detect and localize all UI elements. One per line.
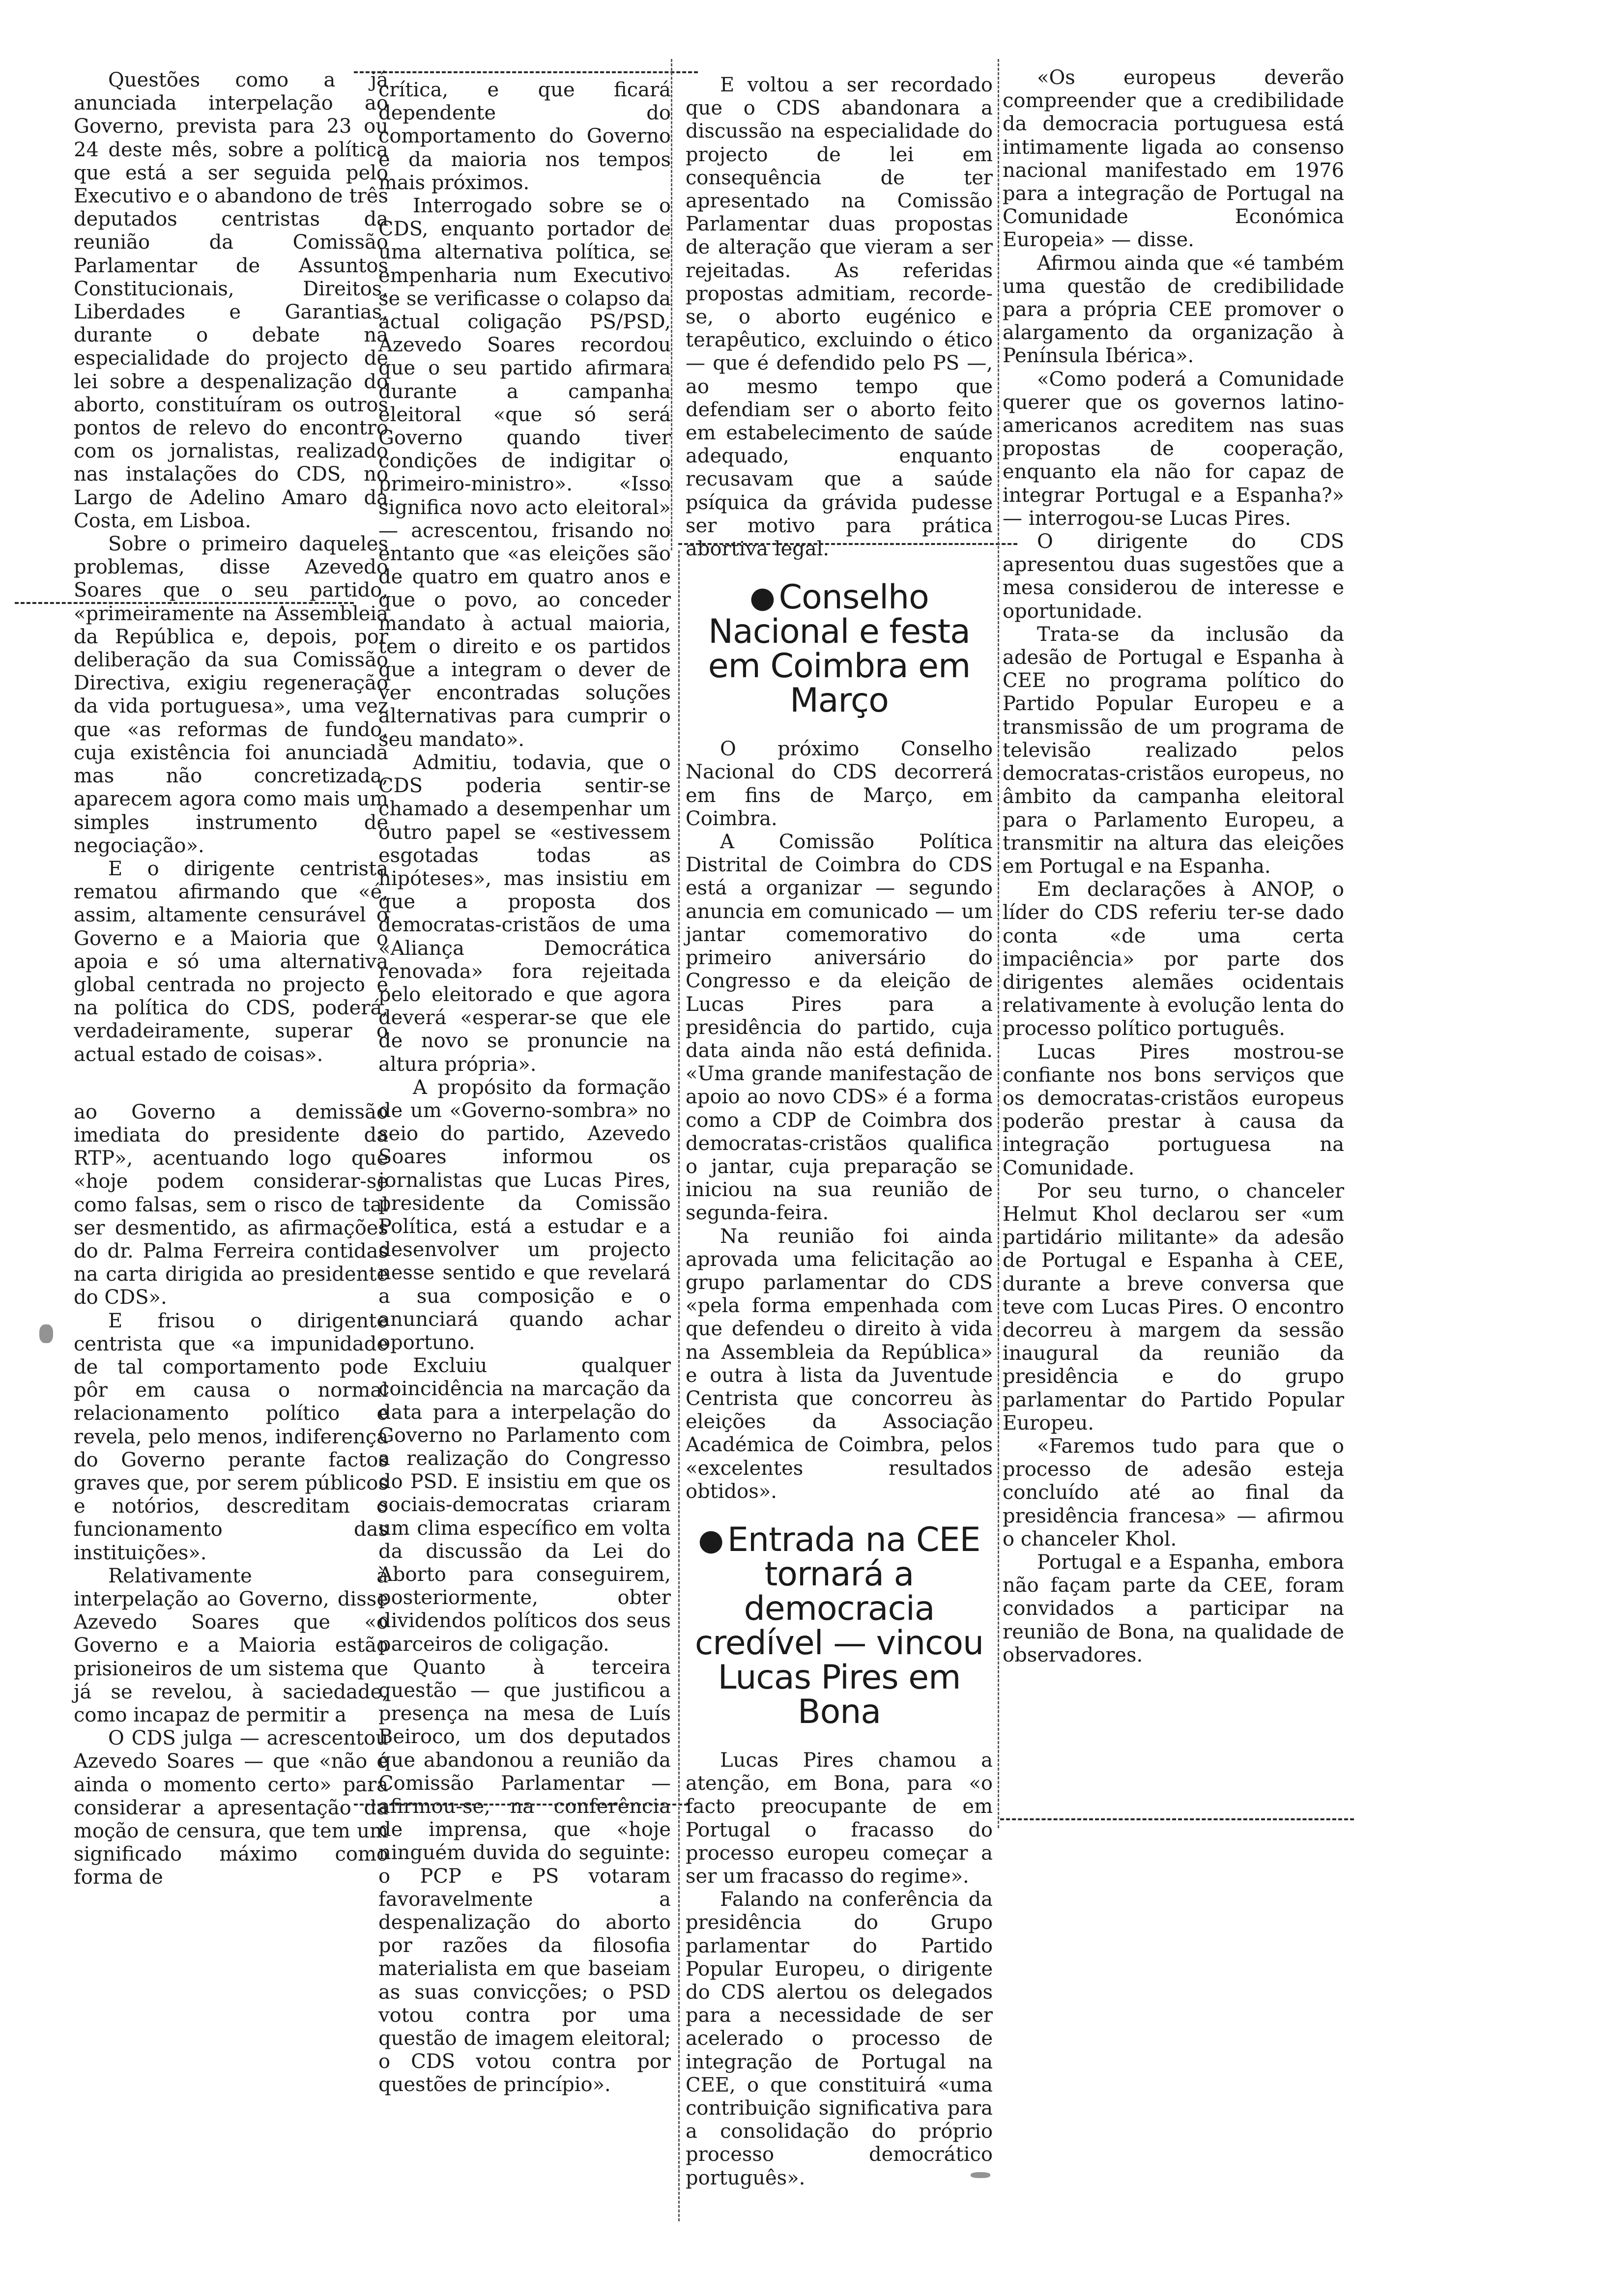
paragraph: «Os europeus deverão compreender que a credibilidade da democracia portuguesa está intimamente ligada ao consenso nacional manifestado em 1976 para a integração de Portugal na Comunidade Económica Europeia» — disse. (1003, 66, 1344, 252)
paragraph: O próximo Conselho Nacional do CDS decorrerá em fins de Março, em Coimbra. (686, 738, 993, 830)
column-4 (1003, 66, 1344, 1667)
paragraph: Relativamente à interpelação ao Governo, disse Azevedo Soares que «o Governo e a Maioria estão prisioneiros de um sistema que já se revelou, à saciedade, como incapaz de permitir a (74, 1564, 388, 1727)
paragraph: Questões como a já anunciada interpelação ao Governo, prevista para 23 ou 24 deste mês, sobre a política que está a ser seguida pelo Executivo e o abandono de três deputados centristas da reunião da Comissão Parlamentar de Assuntos Constitucionais, Direitos, Liberdades e Garantias, durante o debate na especialidade do projecto de lei sobre a despenalização do aborto, constituíram os outros pontos de relevo do encontro com os jornalistas, realizado nas instalações do CDS, no Largo de Adelino Amaro da Costa, em Lisboa. (74, 69, 388, 532)
paragraph: Sobre o primeiro daqueles problemas, disse Azevedo Soares que o seu partido, «primeiramente na Assembleia da República e, depois, por deliberação da sua Comissão Directiva, exigiu regeneração da vida portuguesa», uma vez que «as reformas de fundo, cuja existência foi anunciada mas não concretizada, aparecem agora como mais um simples instrumento de negociação». (74, 533, 388, 857)
paragraph: O CDS julga — acrescentou Azevedo Soares — que «não é ainda o momento certo» para considerar a apresentação da moção de censura, que tem um significado máximo como forma de (74, 1727, 388, 1889)
ink-smudge (39, 1324, 53, 1343)
column-1 (74, 69, 388, 1890)
headline-text: Entrada na CEE tornará a democracia credível — vincou Lucas Pires em Bona (694, 1520, 984, 1731)
headline-entrada-cee (686, 1520, 993, 1731)
paragraph: Lucas Pires mostrou-se confiante nos bons serviços que os democratas-cristãos europeus poderão prestar à causa da integração portuguesa na Comunidade. (1003, 1040, 1344, 1179)
paragraph: Interrogado sobre se o CDS, enquanto portador de uma alternativa política, se empenharia num Executivo se se verificasse o colapso da actual coligação PS/PSD, Azevedo Soares recordou que o seu partido afirmara durante a campanha eleitoral «que só será Governo quando tiver condições de indigitar o primeiro-ministro». «Isso significa novo acto eleitoral» — acrescentou, frisando no entanto que «as eleições são de quatro em quatro anos e que o povo, ao conceder mandato à actual maioria, tem o direito e os partidos que a integram o dever de ver encontradas soluções alternativas para cumprir o seu mandato». (378, 195, 671, 751)
clipping-edge (678, 550, 680, 2221)
paragraph: crítica, e que ficará dependente do comportamento do Governo e da maioria nos tempos mais próximos. (378, 79, 671, 194)
clipping-edge (1000, 1818, 1354, 1820)
clipping-edge (354, 71, 698, 73)
ink-smudge (971, 2172, 990, 2178)
paragraph: Quanto à terceira questão — que justificou a presença na mesa de Luís Beiroco, um dos deputados que abandonou a reunião da Comissão Parlamentar — afirmou-se, na conferência de imprensa, que «hoje ninguém duvida do seguinte: o PCP e PS votaram favoravelmente a despenalização do aborto por razões da filosofia materialista em que baseiam as suas convicções; o PSD votou contra por uma questão de imagem eleitoral; o CDS votou contra por questões de princípio». (378, 1656, 671, 2096)
bullet-icon: ● (698, 1522, 723, 1557)
clipping-edge (671, 59, 672, 550)
paragraph: «Como poderá a Comunidade querer que os governos latino-americanos acreditem nas suas propostas de cooperação, enquanto ela não for capaz de integrar Portugal e a Espanha?» — interrogou-se Lucas Pires. (1003, 368, 1344, 530)
paragraph: ao Governo a demissão imediata do presidente da RTP», acentuando logo que «hoje podem considerar-se como falsas, sem o risco de tal ser desmentido, as afirmações do dr. Palma Ferreira contidas na carta dirigida ao presidente do CDS». (74, 1100, 388, 1309)
paragraph: E o dirigente centrista rematou afirmando que «é, assim, altamente censurável o Governo e a Maioria que o apoia e só uma alternativa global centrada no projecto e na política do CDS, poderá, verdadeiramente, superar o actual estado de coisas». (74, 857, 388, 1066)
paragraph: Trata-se da inclusão da adesão de Portugal e Espanha à CEE no programa político do Partido Popular Europeu e a transmissão de um programa de televisão realizado pelos democratas-cristãos europeus, no âmbito da campanha eleitoral para o Parlamento Europeu, a transmitir na altura das eleições em Portugal e na Espanha. (1003, 623, 1344, 878)
headline-text: Conselho Nacional e festa em Coimbra em Março (708, 578, 971, 720)
paragraph: Por seu turno, o chanceler Helmut Khol declarou ser «um partidário militante» da adesão de Portugal e Espanha à CEE, durante a breve conversa que teve com Lucas Pires. O encontro decorreu à margem da sessão inaugural da reunião da presidência e do grupo parlamentar do Partido Popular Europeu. (1003, 1179, 1344, 1435)
column-2 (378, 79, 671, 2097)
paragraph: Falando na conferência da presidência do Grupo parlamentar do Partido Popular Europeu, o dirigente do CDS alertou os delegados para a necessidade de ser acelerado o processo de integração de Portugal na CEE, o que constituirá «uma contribuição significativa para a consolidação do próprio processo democrático português». (686, 1888, 993, 2189)
paragraph: Na reunião foi ainda aprovada uma felicitação ao grupo parlamentar do CDS «pela forma empenhada com que defendeu o direito à vida na Assembleia da República» e outra à lista da Juventude Centrista que concorreu às eleições da Associação Académica de Coimbra, pelos «excelentes resultados obtidos». (686, 1225, 993, 1503)
paragraph: Lucas Pires chamou a atenção, em Bona, para «o facto preocupante de em Portugal o fracasso do processo europeu começar a ser um fracasso do regime». (686, 1749, 993, 1888)
paragraph: A propósito da formação de um «Governo-sombra» no seio do partido, Azevedo Soares informou os jornalistas que Lucas Pires, presidente da Comissão Política, está a estudar e a desenvolver um projecto nesse sentido e que revelará a sua composição e o anunciará quando achar oportuno. (378, 1076, 671, 1354)
headline-conselho-nacional (686, 580, 993, 718)
clipping-edge (15, 602, 354, 604)
paragraph: Admitiu, todavia, que o CDS poderia sentir-se chamado a desempenhar um outro papel se «estivessem esgotadas todas as hipóteses», mas insistiu em que a proposta dos democratas-cristãos de uma «Aliança Democrática renovada» fora rejeitada pelo eleitorado e que agora deverá «esperar-se que ele de novo se pronuncie na altura própria». (378, 751, 671, 1076)
paragraph: O dirigente do CDS apresentou duas sugestões que a mesa considerou de interesse e oportunidade. (1003, 530, 1344, 623)
paragraph: «Faremos tudo para que o processo de adesão esteja concluído até ao final da presidência francesa» — afirmou o chanceler Khol. (1003, 1435, 1344, 1550)
paragraph: A Comissão Política Distrital de Coimbra do CDS está a organizar — segundo anuncia em comunicado — um jantar comemorativo do primeiro aniversário do Congresso e da eleição de Lucas Pires para a presidência do partido, cuja data ainda não está definida. «Uma grande manifestação de apoio ao novo CDS» é a forma como a CDP de Coimbra dos democratas-cristãos qualifica o jantar, cuja preparação se iniciou na sua reunião de segunda-feira. (686, 831, 993, 1225)
clipping-edge (678, 543, 1017, 545)
clipping-edge (998, 59, 999, 1828)
column-3 (686, 74, 993, 2190)
paragraph: Excluiu qualquer coincidência na marcação da data para a interpelação do Governo no Parlamento com a realização do Congresso do PSD. E insistiu em que os sociais-democratas criaram um clima específico em volta da discussão da Lei do Aborto para conseguirem, posteriormente, obter dividendos políticos dos seus parceiros de coligação. (378, 1354, 671, 1656)
paragraph: Afirmou ainda que «é também uma questão de credibilidade para a própria CEE promover o alargamento da organização à Península Ibérica». (1003, 252, 1344, 368)
bullet-icon: ● (749, 580, 775, 615)
clipping-edge (354, 1804, 688, 1806)
paragraph: E voltou a ser recordado que o CDS abandonara a discussão na especialidade do projecto de lei em consequência de ter apresentado na Comissão Parlamentar duas propostas de alteração que vieram a ser rejeitadas. As referidas propostas admitiam, recorde-se, o aborto eugénico e terapêutico, excluindo o ético — que é defendido pelo PS —, ao mesmo tempo que defendiam ser o aborto feito em estabelecimento de saúde adequado, enquanto recusavam que a saúde psíquica da grávida pudesse ser motivo para prática abortiva legal. (686, 74, 993, 561)
paragraph: Em declarações à ANOP, o líder do CDS referiu ter-se dado conta «de uma certa impaciência» por parte dos dirigentes alemães ocidentais relativamente à evolução lenta do processo político português. (1003, 878, 1344, 1040)
paragraph: E frisou o dirigente centrista que «a impunidade de tal comportamento pode pôr em causa o normal relacionamento político e revela, pelo menos, indiferença do Governo perante factos graves que, por serem públicos e notórios, descreditam o funcionamento das instituições». (74, 1309, 388, 1564)
paragraph: Portugal e a Espanha, embora não façam parte da CEE, foram convidados a participar na reunião de Bona, na qualidade de observadores. (1003, 1551, 1344, 1666)
